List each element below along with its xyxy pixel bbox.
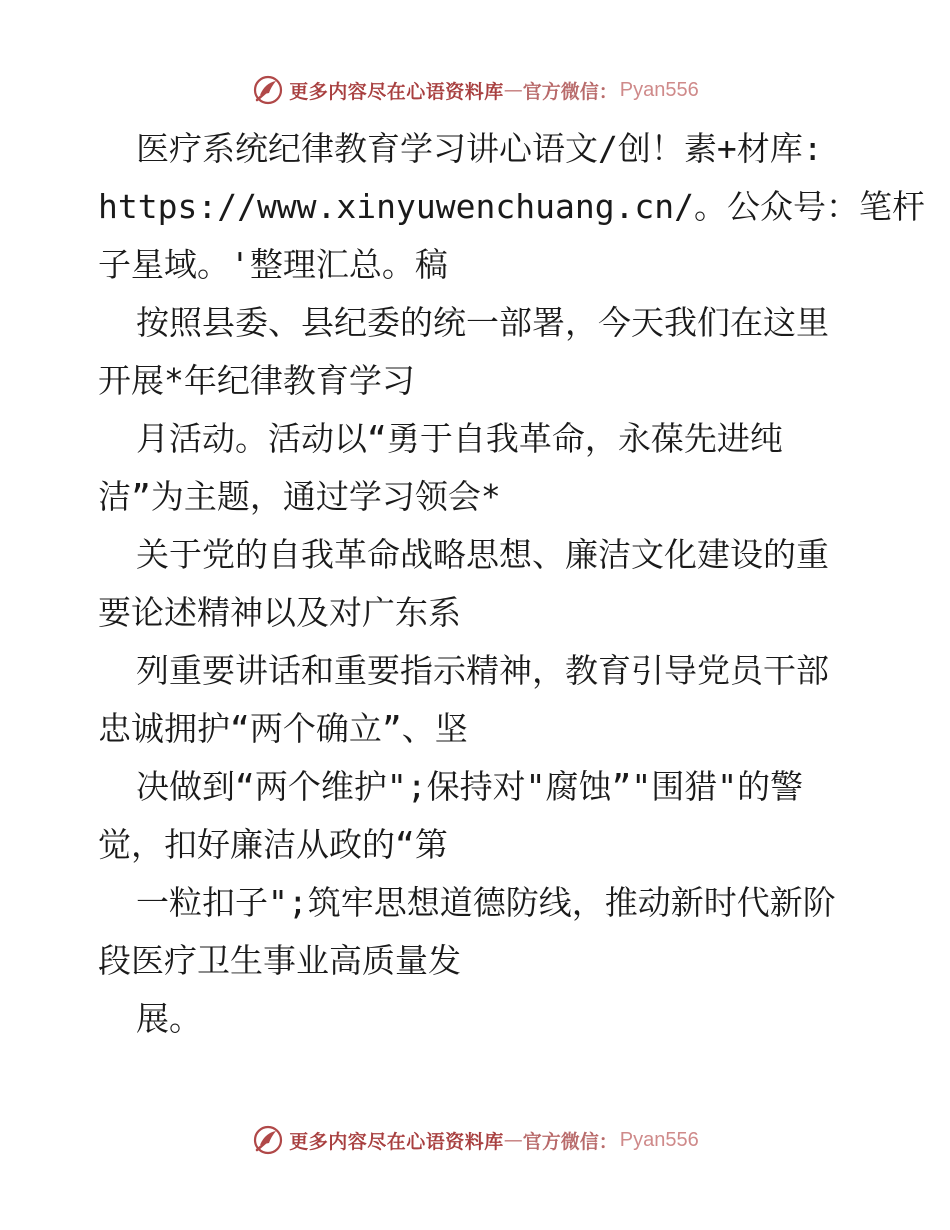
banner-dash: — <box>503 79 523 101</box>
banner-wechat-label: 官方微信： <box>522 1130 618 1153</box>
document-body <box>98 120 926 1048</box>
header-banner <box>0 70 950 110</box>
text-line: https://www.xinyuwenchuang.cn/。公众号：笔杆 <box>98 187 926 226</box>
pen-logo-icon <box>251 1123 285 1157</box>
footer-banner <box>0 1120 950 1160</box>
text-line: 月活动。活动以“勇于自我革命，永葆先进纯 <box>136 419 783 458</box>
text-line: 段医疗卫生事业高质量发 <box>98 941 461 980</box>
text-line: 开展*年纪律教育学习 <box>98 361 415 400</box>
text-line: 要论述精神以及对广东系 <box>98 593 461 632</box>
banner-dash: — <box>503 1129 523 1151</box>
text-line: 一粒扣子";筑牢思想道德防线，推动新时代新阶 <box>136 883 836 922</box>
banner-main-text: 更多内容尽在心语资料库 <box>289 80 504 103</box>
text-line: 关于党的自我革命战略思想、廉洁文化建设的重 <box>136 535 829 574</box>
pen-logo-icon <box>251 73 285 107</box>
text-line: 按照县委、县纪委的统一部署，今天我们在这里 <box>136 303 829 342</box>
banner-wechat-id: Pyan556 <box>619 78 699 101</box>
text-line: 决做到“两个维护";保持对"腐蚀”"围猎"的警 <box>136 767 804 806</box>
text-line: 子星域。'整理汇总。稿 <box>98 245 448 284</box>
text-line: 忠诚拥护“两个确立”、坚 <box>98 709 468 748</box>
text-line: 医疗系统纪律教育学习讲心语文/创！素+材库: <box>136 129 823 168</box>
text-line: 觉，扣好廉洁从政的“第 <box>98 825 448 864</box>
text-line: 展。 <box>136 999 202 1038</box>
banner-main-text: 更多内容尽在心语资料库 <box>289 1130 504 1153</box>
text-line: 洁”为主题，通过学习领会* <box>98 477 501 516</box>
text-line: 列重要讲话和重要指示精神，教育引导党员干部 <box>136 651 829 690</box>
banner-wechat-id: Pyan556 <box>619 1128 699 1151</box>
banner-wechat-label: 官方微信： <box>522 80 618 103</box>
